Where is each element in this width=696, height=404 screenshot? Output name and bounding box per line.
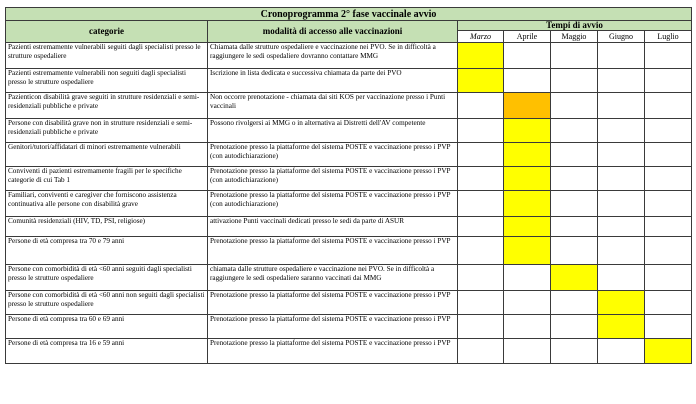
modalita-cell: Prenotazione presso la piattaforme del sistema POSTE e vaccinazione presso i PVP (con autodichiarazione) — [208, 167, 458, 191]
timeline-cell — [598, 217, 645, 237]
timeline-cell — [504, 143, 551, 167]
table-title: Cronoprogramma 2° fase vaccinale avvio — [6, 8, 692, 21]
categoria-cell: Pazienti estremamente vulnerabili non seguiti dagli specialisti presso le strutture ospedaliere — [6, 69, 208, 93]
timeline-cell — [598, 43, 645, 69]
timeline-cell — [645, 43, 692, 69]
timeline-cell — [458, 69, 504, 93]
timeline-cell — [504, 69, 551, 93]
timeline-cell — [504, 217, 551, 237]
table-row — [6, 265, 692, 291]
timeline-cell — [458, 339, 504, 364]
timeline-cell — [645, 191, 692, 217]
categoria-cell: Persone di età compresa tra 70 e 79 anni — [6, 237, 208, 265]
timeline-cell — [458, 191, 504, 217]
timeline-cell — [645, 265, 692, 291]
categoria-cell: Comunità residenziali (HIV, TD, PSI, religiose) — [6, 217, 208, 237]
timeline-cell — [551, 119, 598, 143]
timeline-cell — [551, 93, 598, 119]
timeline-cell — [458, 119, 504, 143]
timeline-cell — [598, 143, 645, 167]
timeline-cell — [645, 119, 692, 143]
timeline-cell — [645, 69, 692, 93]
timeline-cell — [551, 291, 598, 315]
modalita-cell: Prenotazione presso la piattaforme del sistema POSTE e vaccinazione presso i PVP — [208, 291, 458, 315]
timeline-cell — [504, 43, 551, 69]
timeline-cell — [551, 191, 598, 217]
categoria-cell: Persone con comorbidità di età <60 anni seguiti dagli specialisti presso le strutture ospedaliere — [6, 265, 208, 291]
timeline-cell — [551, 265, 598, 291]
timeline-cell — [504, 119, 551, 143]
timeline-cell — [598, 167, 645, 191]
timeline-cell — [504, 191, 551, 217]
header-row — [6, 21, 692, 31]
modalita-cell: Possono rivolgersi ai MMG o in alternativa ai Distretti dell'AV competente — [208, 119, 458, 143]
timeline-cell — [551, 167, 598, 191]
timeline-cell — [598, 265, 645, 291]
table-row — [6, 43, 692, 69]
table-row — [6, 69, 692, 93]
timeline-cell — [645, 93, 692, 119]
vaccination-schedule-table — [5, 7, 692, 364]
table-row — [6, 217, 692, 237]
timeline-cell — [458, 237, 504, 265]
timeline-cell — [458, 143, 504, 167]
modalita-cell: chiamata dalle strutture ospedaliere e vaccinazione nei PVO. Se in difficoltà a raggiungere le sedi ospedaliere saranno vaccinati dai MMG — [208, 265, 458, 291]
timeline-cell — [598, 315, 645, 339]
month-aprile: Aprile — [504, 31, 551, 43]
timeline-cell — [551, 339, 598, 364]
timeline-cell — [598, 69, 645, 93]
categoria-cell: Persone di età compresa tra 16 e 59 anni — [6, 339, 208, 364]
timeline-cell — [458, 167, 504, 191]
timeline-cell — [645, 315, 692, 339]
table-row — [6, 119, 692, 143]
categoria-cell: Familiari, conviventi e caregiver che forniscono assistenza continuativa alle persone con disabilità grave — [6, 191, 208, 217]
table-row — [6, 167, 692, 191]
modalita-cell: Prenotazione presso la piattaforme del sistema POSTE e vaccinazione presso i PVP — [208, 315, 458, 339]
table-row — [6, 315, 692, 339]
timeline-cell — [458, 93, 504, 119]
timeline-cell — [598, 119, 645, 143]
timeline-cell — [504, 339, 551, 364]
categoria-cell: Genitori/tutori/affidatari di minori estremamente vulnerabili — [6, 143, 208, 167]
modalita-cell: Non occorre prenotazione - chiamata dai siti KOS per vaccinazione presso i Punti vaccinali — [208, 93, 458, 119]
table-row — [6, 191, 692, 217]
categoria-cell: Persone con comorbidità di età <60 anni non seguiti dagli specialisti presso le strutture ospedaliere — [6, 291, 208, 315]
table-row — [6, 237, 692, 265]
timeline-cell — [645, 217, 692, 237]
categoria-cell: Pazienti estremamente vulnerabili seguiti dagli specialisti presso le strutture ospedaliere — [6, 43, 208, 69]
timeline-cell — [504, 93, 551, 119]
categoria-cell: Persone con disabilità grave non in strutture residenziali e semi-residenziali pubbliche e private — [6, 119, 208, 143]
modalita-cell: Prenotazione presso la piattaforme del sistema POSTE e vaccinazione presso i PVP (con autodichiarazione) — [208, 191, 458, 217]
timeline-cell — [598, 93, 645, 119]
modalita-cell: attivazione Punti vaccinali dedicati presso le sedi da parte di ASUR — [208, 217, 458, 237]
timeline-cell — [551, 237, 598, 265]
timeline-cell — [598, 339, 645, 364]
header-categorie: categorie — [6, 21, 208, 43]
modalita-cell: Prenotazione presso la piattaforme del sistema POSTE e vaccinazione presso i PVP — [208, 339, 458, 364]
timeline-cell — [645, 339, 692, 364]
timeline-cell — [551, 217, 598, 237]
timeline-cell — [551, 143, 598, 167]
timeline-cell — [645, 291, 692, 315]
table-row — [6, 143, 692, 167]
timeline-cell — [458, 315, 504, 339]
timeline-cell — [458, 43, 504, 69]
timeline-cell — [504, 167, 551, 191]
timeline-cell — [551, 43, 598, 69]
timeline-cell — [458, 265, 504, 291]
timeline-cell — [598, 237, 645, 265]
modalita-cell: Prenotazione presso la piattaforme del sistema POSTE e vaccinazione presso i PVP — [208, 237, 458, 265]
modalita-cell: Chiamata dalle strutture ospedaliere e vaccinazione nei PVO. Se in difficoltà a raggiungere le sedi ospedaliere dovranno contattare MMG — [208, 43, 458, 69]
header-modalita: modalità di accesso alle vaccinazioni — [208, 21, 458, 43]
timeline-cell — [504, 265, 551, 291]
timeline-cell — [645, 237, 692, 265]
timeline-cell — [645, 167, 692, 191]
modalita-cell: Iscrizione in lista dedicata e successiva chiamata da parte dei PVO — [208, 69, 458, 93]
categoria-cell: Conviventi di pazienti estremamente fragili per le specifiche categorie di cui Tab 1 — [6, 167, 208, 191]
timeline-cell — [551, 69, 598, 93]
month-giugno: Giugno — [598, 31, 645, 43]
month-maggio: Maggio — [551, 31, 598, 43]
month-luglio: Luglio — [645, 31, 692, 43]
timeline-cell — [458, 291, 504, 315]
timeline-cell — [458, 217, 504, 237]
timeline-cell — [504, 237, 551, 265]
categoria-cell: Pazienticon disabilità grave seguiti in strutture residenziali e semi-residenziali pubbliche e private — [6, 93, 208, 119]
month-marzo: Marzo — [458, 31, 504, 43]
modalita-cell: Prenotazione presso la piattaforme del sistema POSTE e vaccinazione presso i PVP (con autodichiarazione) — [208, 143, 458, 167]
timeline-cell — [598, 191, 645, 217]
timeline-cell — [645, 143, 692, 167]
table-row — [6, 93, 692, 119]
timeline-cell — [504, 315, 551, 339]
table-row — [6, 339, 692, 364]
title-row — [6, 8, 692, 21]
timeline-cell — [598, 291, 645, 315]
categoria-cell: Persone di età compresa tra 60 e 69 anni — [6, 315, 208, 339]
header-tempi: Tempi di avvio — [458, 21, 692, 31]
table-row — [6, 291, 692, 315]
timeline-cell — [551, 315, 598, 339]
timeline-cell — [504, 291, 551, 315]
